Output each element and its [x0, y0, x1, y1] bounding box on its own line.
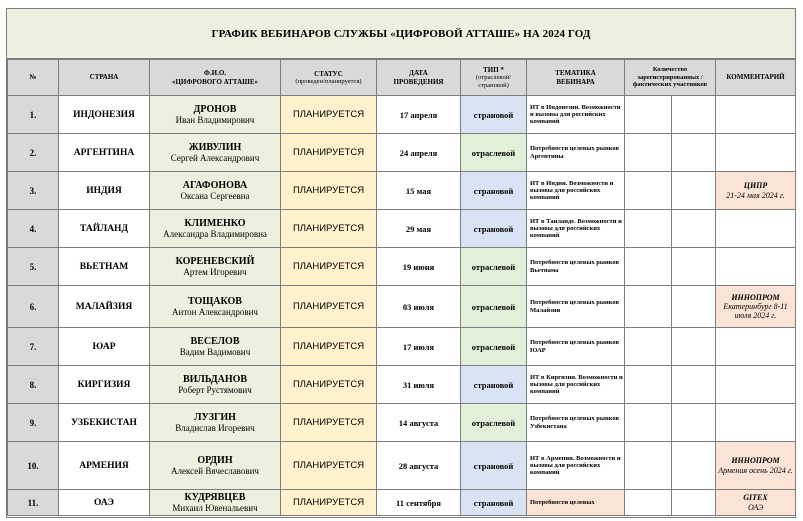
registered-count-cell	[625, 96, 672, 134]
type-cell: страновой	[461, 172, 527, 210]
comment-cell	[716, 490, 796, 516]
status-cell: ПЛАНИРУЕТСЯ	[281, 210, 377, 248]
attache-name-cell	[150, 248, 281, 286]
attache-surname: ВЕСЕЛОВ	[190, 335, 240, 347]
attache-surname: ЖИВУЛИН	[188, 141, 242, 153]
status-cell: ПЛАНИРУЕТСЯ	[281, 172, 377, 210]
registered-count-cell	[625, 210, 672, 248]
registered-count-cell	[625, 134, 672, 172]
row-number: 6.	[8, 286, 59, 328]
comment-cell	[716, 286, 796, 328]
comment-cell	[716, 328, 796, 366]
attache-given-name: Иван Владимирович	[175, 115, 255, 126]
country-cell: ОАЭ	[59, 490, 150, 516]
topic-cell: Потребности целевых рынков ЮАР	[527, 328, 625, 366]
actual-count-cell	[672, 328, 716, 366]
country-cell: ЮАР	[59, 328, 150, 366]
status-cell: ПЛАНИРУЕТСЯ	[281, 96, 377, 134]
table-row	[8, 286, 796, 328]
table-row	[8, 490, 796, 516]
country-cell: ИНДИЯ	[59, 172, 150, 210]
comment-details: Армения осень 2024 г.	[718, 465, 793, 475]
table-row	[8, 366, 796, 404]
row-number: 4.	[8, 210, 59, 248]
date-cell: 19 июня	[377, 248, 461, 286]
header-type: ТИП * (отраслевой/ страновой)	[461, 60, 527, 96]
status-cell: ПЛАНИРУЕТСЯ	[281, 490, 377, 516]
row-number: 7.	[8, 328, 59, 366]
row-number: 11.	[8, 490, 59, 516]
attache-given-name: Михаил Ювенальевич	[172, 503, 258, 514]
registered-count-cell	[625, 248, 672, 286]
row-number: 3.	[8, 172, 59, 210]
attache-surname: ВИЛЬДАНОВ	[182, 373, 248, 385]
row-number: 10.	[8, 442, 59, 490]
table-row	[8, 248, 796, 286]
comment-cell	[716, 96, 796, 134]
topic-cell: ИТ в Индонезии. Возможности и вызовы для российских компаний	[527, 96, 625, 134]
registered-count-cell	[625, 442, 672, 490]
attache-given-name: Сергей Александрович	[170, 153, 260, 164]
attache-surname: КОРЕНЕВСКИЙ	[175, 255, 255, 267]
webinar-schedule-sheet	[6, 8, 796, 518]
country-cell: АРГЕНТИНА	[59, 134, 150, 172]
date-cell: 29 мая	[377, 210, 461, 248]
type-cell: отраслевой	[461, 328, 527, 366]
schedule-table	[7, 59, 796, 516]
type-cell: отраслевой	[461, 248, 527, 286]
attache-given-name: Алексей Вячеславович	[171, 466, 259, 477]
table-row	[8, 328, 796, 366]
header-comment: КОММЕНТАРИЙ	[716, 60, 796, 96]
type-cell: страновой	[461, 490, 527, 516]
status-cell: ПЛАНИРУЕТСЯ	[281, 134, 377, 172]
country-cell: ТАЙЛАНД	[59, 210, 150, 248]
registered-count-cell	[625, 490, 672, 516]
actual-count-cell	[672, 172, 716, 210]
attache-surname: КУДРЯВЦЕВ	[184, 491, 246, 503]
attache-name-cell	[150, 286, 281, 328]
actual-count-cell	[672, 366, 716, 404]
header-topic: ТЕМАТИКА ВЕБИНАРА	[527, 60, 625, 96]
actual-count-cell	[672, 96, 716, 134]
type-cell: страновой	[461, 210, 527, 248]
attache-name-cell	[150, 366, 281, 404]
table-row	[8, 404, 796, 442]
comment-cell	[716, 172, 796, 210]
attache-surname: ЛУЗГИН	[194, 411, 236, 423]
actual-count-cell	[672, 134, 716, 172]
comment-details: 21-24 мая 2024 г.	[726, 190, 785, 200]
registered-count-cell	[625, 172, 672, 210]
attache-given-name: Роберт Рустямович	[178, 385, 252, 396]
header-country: СТРАНА	[59, 60, 150, 96]
attache-name-cell	[150, 328, 281, 366]
attache-given-name: Владислав Игоревич	[175, 423, 255, 434]
date-cell: 15 мая	[377, 172, 461, 210]
registered-count-cell	[625, 286, 672, 328]
attache-given-name: Оксана Сергеевна	[180, 191, 250, 202]
country-cell: МАЛАЙЗИЯ	[59, 286, 150, 328]
header-fio: Ф.И.О. «ЦИФРОВОГО АТТАШЕ»	[150, 60, 281, 96]
attache-surname: АГАФОНОВА	[182, 179, 248, 191]
row-number: 1.	[8, 96, 59, 134]
status-cell: ПЛАНИРУЕТСЯ	[281, 404, 377, 442]
comment-cell	[716, 248, 796, 286]
attache-name-cell	[150, 442, 281, 490]
topic-cell: ИТ в Киргизии. Возможности и вызовы для российских компаний	[527, 366, 625, 404]
attache-name-cell	[150, 172, 281, 210]
comment-cell	[716, 404, 796, 442]
actual-count-cell	[672, 404, 716, 442]
date-cell: 17 июля	[377, 328, 461, 366]
date-cell: 28 августа	[377, 442, 461, 490]
attache-name-cell	[150, 490, 281, 516]
comment-cell	[716, 210, 796, 248]
row-number: 5.	[8, 248, 59, 286]
row-number: 2.	[8, 134, 59, 172]
comment-event: ИННОПРОМ	[731, 456, 780, 466]
date-cell: 03 июля	[377, 286, 461, 328]
comment-cell	[716, 366, 796, 404]
comment-details: ОАЭ	[747, 502, 764, 512]
status-cell: ПЛАНИРУЕТСЯ	[281, 286, 377, 328]
country-cell: АРМЕНИЯ	[59, 442, 150, 490]
type-cell: отраслевой	[461, 134, 527, 172]
country-cell: ВЬЕТНАМ	[59, 248, 150, 286]
comment-details: Екатеринбург 8-11 июля 2024 г.	[723, 301, 788, 321]
header-num: №	[8, 60, 59, 96]
type-cell: страновой	[461, 366, 527, 404]
type-cell: отраслевой	[461, 404, 527, 442]
registered-count-cell	[625, 404, 672, 442]
date-cell: 31 июля	[377, 366, 461, 404]
page-title: ГРАФИК ВЕБИНАРОВ СЛУЖБЫ «ЦИФРОВОЙ АТТАШЕ» НА 2024 ГОД	[211, 27, 591, 40]
date-cell: 24 апреля	[377, 134, 461, 172]
comment-event: GITEX	[743, 493, 768, 503]
row-number: 8.	[8, 366, 59, 404]
country-cell: УЗБЕКИСТАН	[59, 404, 150, 442]
attache-name-cell	[150, 134, 281, 172]
actual-count-cell	[672, 490, 716, 516]
attache-surname: КЛИМЕНКО	[184, 217, 246, 229]
comment-cell	[716, 134, 796, 172]
row-number: 9.	[8, 404, 59, 442]
header-date: ДАТА ПРОВЕДЕНИЯ	[377, 60, 461, 96]
attache-name-cell	[150, 210, 281, 248]
actual-count-cell	[672, 286, 716, 328]
table-row	[8, 134, 796, 172]
status-cell: ПЛАНИРУЕТСЯ	[281, 328, 377, 366]
attache-given-name: Артем Игоревич	[183, 267, 247, 278]
type-cell: отраслевой	[461, 286, 527, 328]
comment-event: ЦИПР	[743, 181, 768, 191]
table-row	[8, 442, 796, 490]
attache-given-name: Антон Александрович	[172, 307, 258, 318]
actual-count-cell	[672, 248, 716, 286]
table-row	[8, 172, 796, 210]
topic-cell: ИТ в Таиланде. Возможности и вызовы для российских компаний	[527, 210, 625, 248]
attache-surname: ОРДИН	[197, 454, 233, 466]
country-cell: КИРГИЗИЯ	[59, 366, 150, 404]
title-bar	[7, 9, 795, 59]
country-cell: ИНДОНЕЗИЯ	[59, 96, 150, 134]
topic-cell: ИТ в Армении. Возможности и вызовы для российских компаний	[527, 442, 625, 490]
table-row	[8, 210, 796, 248]
header-status: СТАТУС (проведен/планируется)	[281, 60, 377, 96]
attache-surname: ТОЩАКОВ	[188, 295, 242, 307]
registered-count-cell	[625, 366, 672, 404]
attache-given-name: Александра Владимировна	[163, 229, 267, 240]
topic-cell: Потребности целевых рынков Аргентины	[527, 134, 625, 172]
type-cell: страновой	[461, 442, 527, 490]
topic-cell: ИТ в Индии. Возможности и вызовы для российских компаний	[527, 172, 625, 210]
date-cell: 17 апреля	[377, 96, 461, 134]
topic-cell: Потребности целевых рынков Вьетнама	[527, 248, 625, 286]
date-cell: 11 сентября	[377, 490, 461, 516]
topic-cell: Потребности целевых	[527, 490, 625, 516]
attache-name-cell	[150, 404, 281, 442]
topic-cell: Потребности целевых рынков Малайзии	[527, 286, 625, 328]
actual-count-cell	[672, 442, 716, 490]
type-cell: страновой	[461, 96, 527, 134]
attache-name-cell	[150, 96, 281, 134]
status-cell: ПЛАНИРУЕТСЯ	[281, 366, 377, 404]
date-cell: 14 августа	[377, 404, 461, 442]
actual-count-cell	[672, 210, 716, 248]
registered-count-cell	[625, 328, 672, 366]
status-cell: ПЛАНИРУЕТСЯ	[281, 442, 377, 490]
comment-cell	[716, 442, 796, 490]
attache-surname: ДРОНОВ	[193, 103, 237, 115]
comment-event: ИННОПРОМ	[731, 292, 780, 302]
attache-given-name: Вадим Вадимович	[179, 347, 251, 358]
topic-cell: Потребности целевых рынков Узбекистана	[527, 404, 625, 442]
status-cell: ПЛАНИРУЕТСЯ	[281, 248, 377, 286]
header-row	[8, 60, 796, 96]
table-row	[8, 96, 796, 134]
header-participants-count: Количество зарегистрированных / фактических участников	[625, 60, 716, 96]
